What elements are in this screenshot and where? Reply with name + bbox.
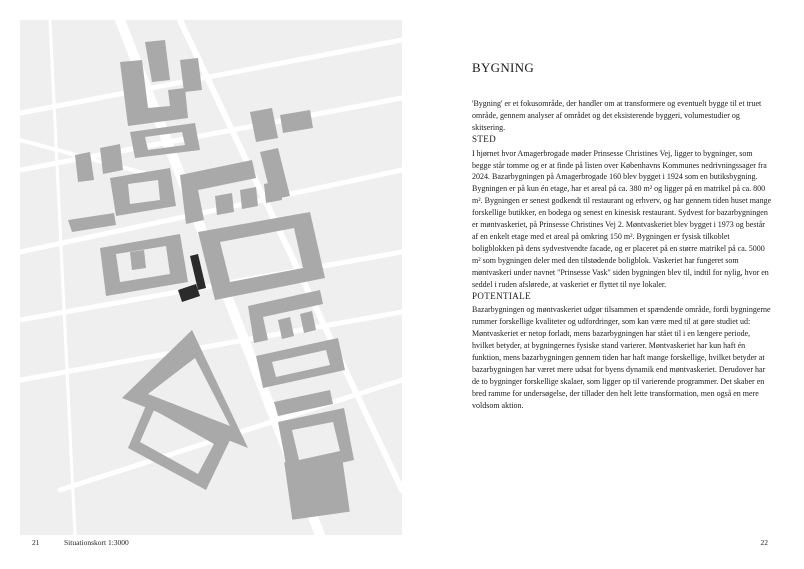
page-number-right: 22 [760,538,768,547]
street [20,40,402,115]
building-block [240,187,258,209]
section-heading-potentiale: POTENTIALE [472,290,531,301]
building-block [215,193,234,215]
text-column [472,98,772,412]
moentvaskeri [178,284,200,302]
building-block [284,454,350,520]
page-title: BYGNING [472,60,535,75]
situation-map [20,20,402,535]
street [50,20,75,535]
section-heading-sted: STED [472,133,497,144]
map-caption: Situationskort 1:3000 [64,538,129,547]
intro-paragraph: 'Bygning' er et fokusområde, der handler om at transformere og eventuelt bygge til et truet område, gennem analyser af området og det eksisterende byggeri, volumestudier og skitsering. [472,99,762,132]
right-page [402,0,804,569]
building-block [256,338,345,388]
buildings [68,40,354,520]
building-block [145,40,170,82]
bazarbygning [190,254,206,290]
building-block [100,144,123,174]
site-plan-drawing [20,20,402,535]
page-number-left: 21 [32,538,40,547]
section-body-sted: I hjørnet hvor Amagerbrogade møder Prinsesse Christines Vej, ligger to bygninger, som begge står tomme og er at finde på listen over Københavns Kommunes nedrivningssager fra 2024. Bazarbygningen på Amagerbrogade 160 blev bygget i 1924 som en butiksbygning. Bygningen er på kun én etage, har et areal på ca. 380 m² og ligger på en matrikel på ca. 800 m². Bygningen er senest godkendt til restaurant og erhverv, og har gennem tiden huset mange forskellige butikker, en bodega og senest en kinesisk restaurant. Sydvest for bazarbygningen er møntvaskeriet, på Prinsesse Christines Vej 2. Møntvaskeriet blev bygget i 1973 og består af en enkelt etage med et areal på omkring 150 m². Bygningen er fysisk tilkoblet boligblokken på dens sydvestvendte facade, og er placeret på en større matrikel på ca. 5000 m² som bygningen deler med den tilstødende boligblok. Vaskeriet har fungeret som møntvaskeri under navnet "Prinsesse Vask" siden bygningen blev til, indtil for nylig, hvor en seddel i ruden afslørede, at vaskeriet er flyttet til nye lokaler. [472,148,772,289]
section-body-potentiale: Bazarbygningen og møntvaskeriet udgør tilsammen et spændende område, fordi bygningerne rummer forskellige kvaliteter og udfordringer, som kan være med til at gøre studiet ud: Møntvaskeriet er netop forladt, mens bazarbygningen har stået til i en længere periode, hvilket betyder, at bygningernes fysiske stand varierer. Møntvaskeriet har kun haft én funktion, mens bazarbygningen gennem tiden har haft mange forskellige, hvilket betyder at bazarbygningen har været mere udsat for byens dynamik end møntvaskeriet. Derudover har de to bygninger forskellige skalaer, som ligger op til varierende programmer. Det skaber en bred ramme for undersøgelse, der tillader den helt lette transformation, men også en mere voldsom aktion. [472,305,771,410]
building-block [110,168,176,216]
building-block [130,250,146,270]
building-block [250,108,278,142]
building-block [68,213,116,232]
building-block [280,110,313,133]
